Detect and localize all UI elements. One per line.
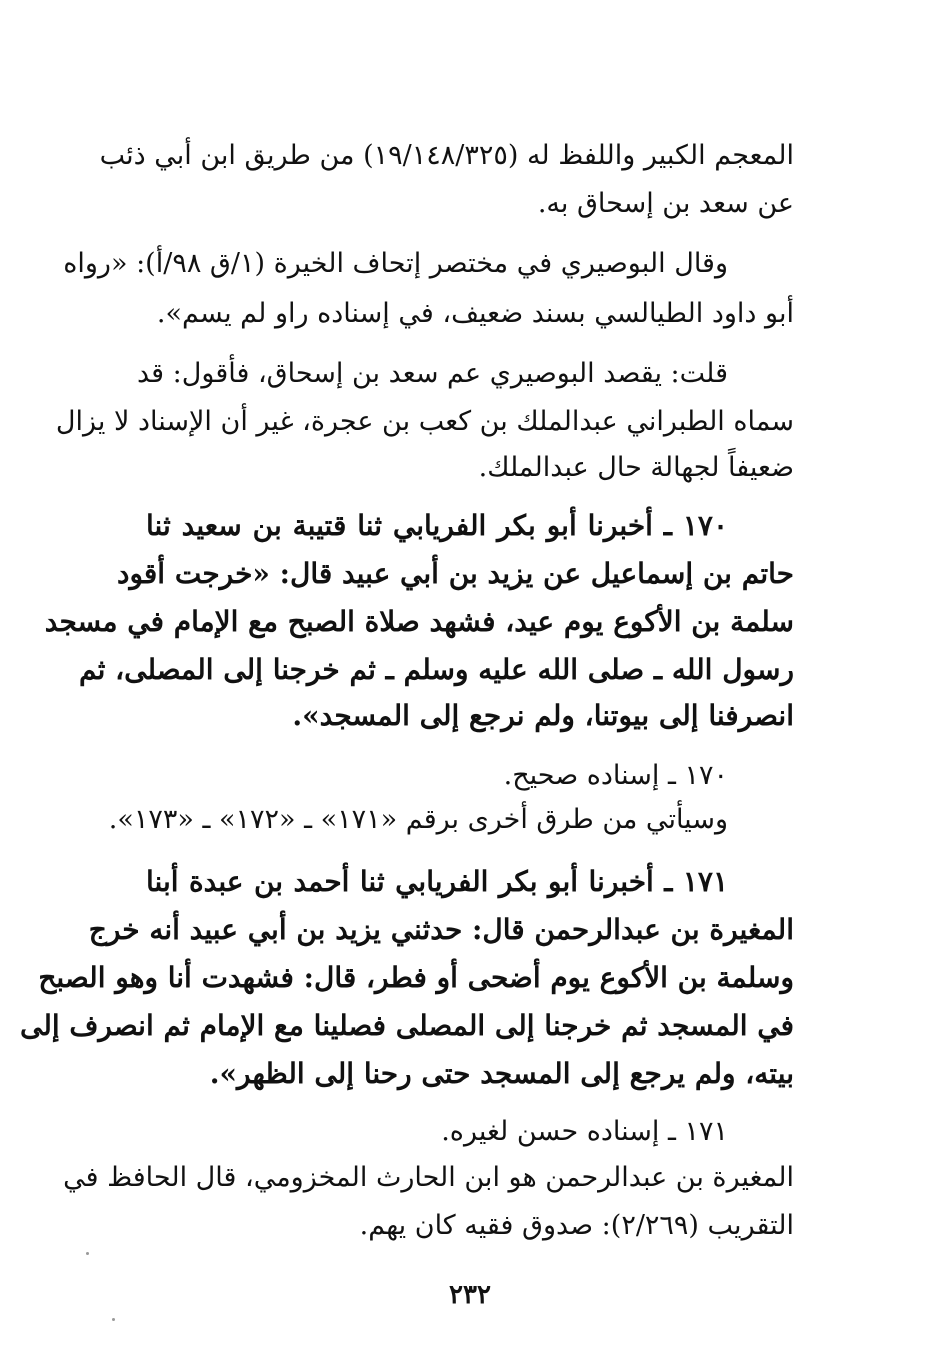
text-line: وقال البوصيري في مختصر إتحاف الخيرة (١/ق ٩٨/أ): «رواه xyxy=(63,248,728,279)
text-line: ١٧١ ـ إسناده حسن لغيره. xyxy=(441,1116,728,1147)
hadith-line: ١٧٠ ـ أخبرنا أبو بكر الفريابي ثنا قتيبة بن سعيد ثنا xyxy=(146,509,728,542)
page-number: ٢٣٢ xyxy=(449,1280,491,1310)
text-line: عن سعد بن إسحاق به. xyxy=(537,188,794,219)
hadith-line: المغيرة بن عبدالرحمن قال: حدثني يزيد بن أبي عبيد أنه خرج xyxy=(88,913,794,946)
text-line: أبو داود الطيالسي بسند ضعيف، في إسناده راو لم يسم». xyxy=(156,298,794,329)
text-line: المعجم الكبير واللفظ له (١٩/١٤٨/٣٢٥) من طريق ابن أبي ذئب xyxy=(99,140,794,171)
hadith-line: ١٧١ ـ أخبرنا أبو بكر الفريابي ثنا أحمد بن عبدة أبنا xyxy=(146,865,728,898)
text-line: المغيرة بن عبدالرحمن هو ابن الحارث المخزومي، قال الحافظ في xyxy=(63,1162,794,1193)
hadith-line: حاتم بن إسماعيل عن يزيد بن أبي عبيد قال: «خرجت أقود xyxy=(116,557,794,590)
hadith-line: انصرفنا إلى بيوتنا، ولم نرجع إلى المسجد». xyxy=(292,699,794,732)
text-line: قلت: يقصد البوصيري عم سعد بن إسحاق، فأقول: قد xyxy=(137,358,728,389)
scan-speck xyxy=(86,1252,89,1255)
text-line: ١٧٠ ـ إسناده صحيح. xyxy=(503,760,728,791)
scan-speck xyxy=(112,1318,115,1321)
text-line: وسيأتي من طرق أخرى برقم «١٧١» ـ «١٧٢» ـ «١٧٣». xyxy=(108,804,728,835)
text-line: ضعيفاً لجهالة حال عبدالملك. xyxy=(478,452,794,483)
hadith-line: بيته، ولم يرجع إلى المسجد حتى رحنا إلى الظهر». xyxy=(209,1057,794,1090)
hadith-line: في المسجد ثم خرجنا إلى المصلى فصلينا مع الإمام ثم انصرف إلى xyxy=(20,1009,794,1042)
hadith-line: سلمة بن الأكوع يوم عيد، فشهد صلاة الصبح مع الإمام في مسجد xyxy=(44,605,794,638)
hadith-line: وسلمة بن الأكوع يوم أضحى أو فطر، قال: فشهدت أنا وهو الصبح xyxy=(38,961,794,994)
text-line: سماه الطبراني عبدالملك بن كعب بن عجرة، غير أن الإسناد لا يزال xyxy=(55,406,794,437)
hadith-line: رسول الله ـ صلى الله عليه وسلم ـ ثم خرجنا إلى المصلى، ثم xyxy=(78,653,794,686)
text-line: التقريب (٢/٢٦٩): صدوق فقيه كان يهم. xyxy=(359,1210,794,1241)
